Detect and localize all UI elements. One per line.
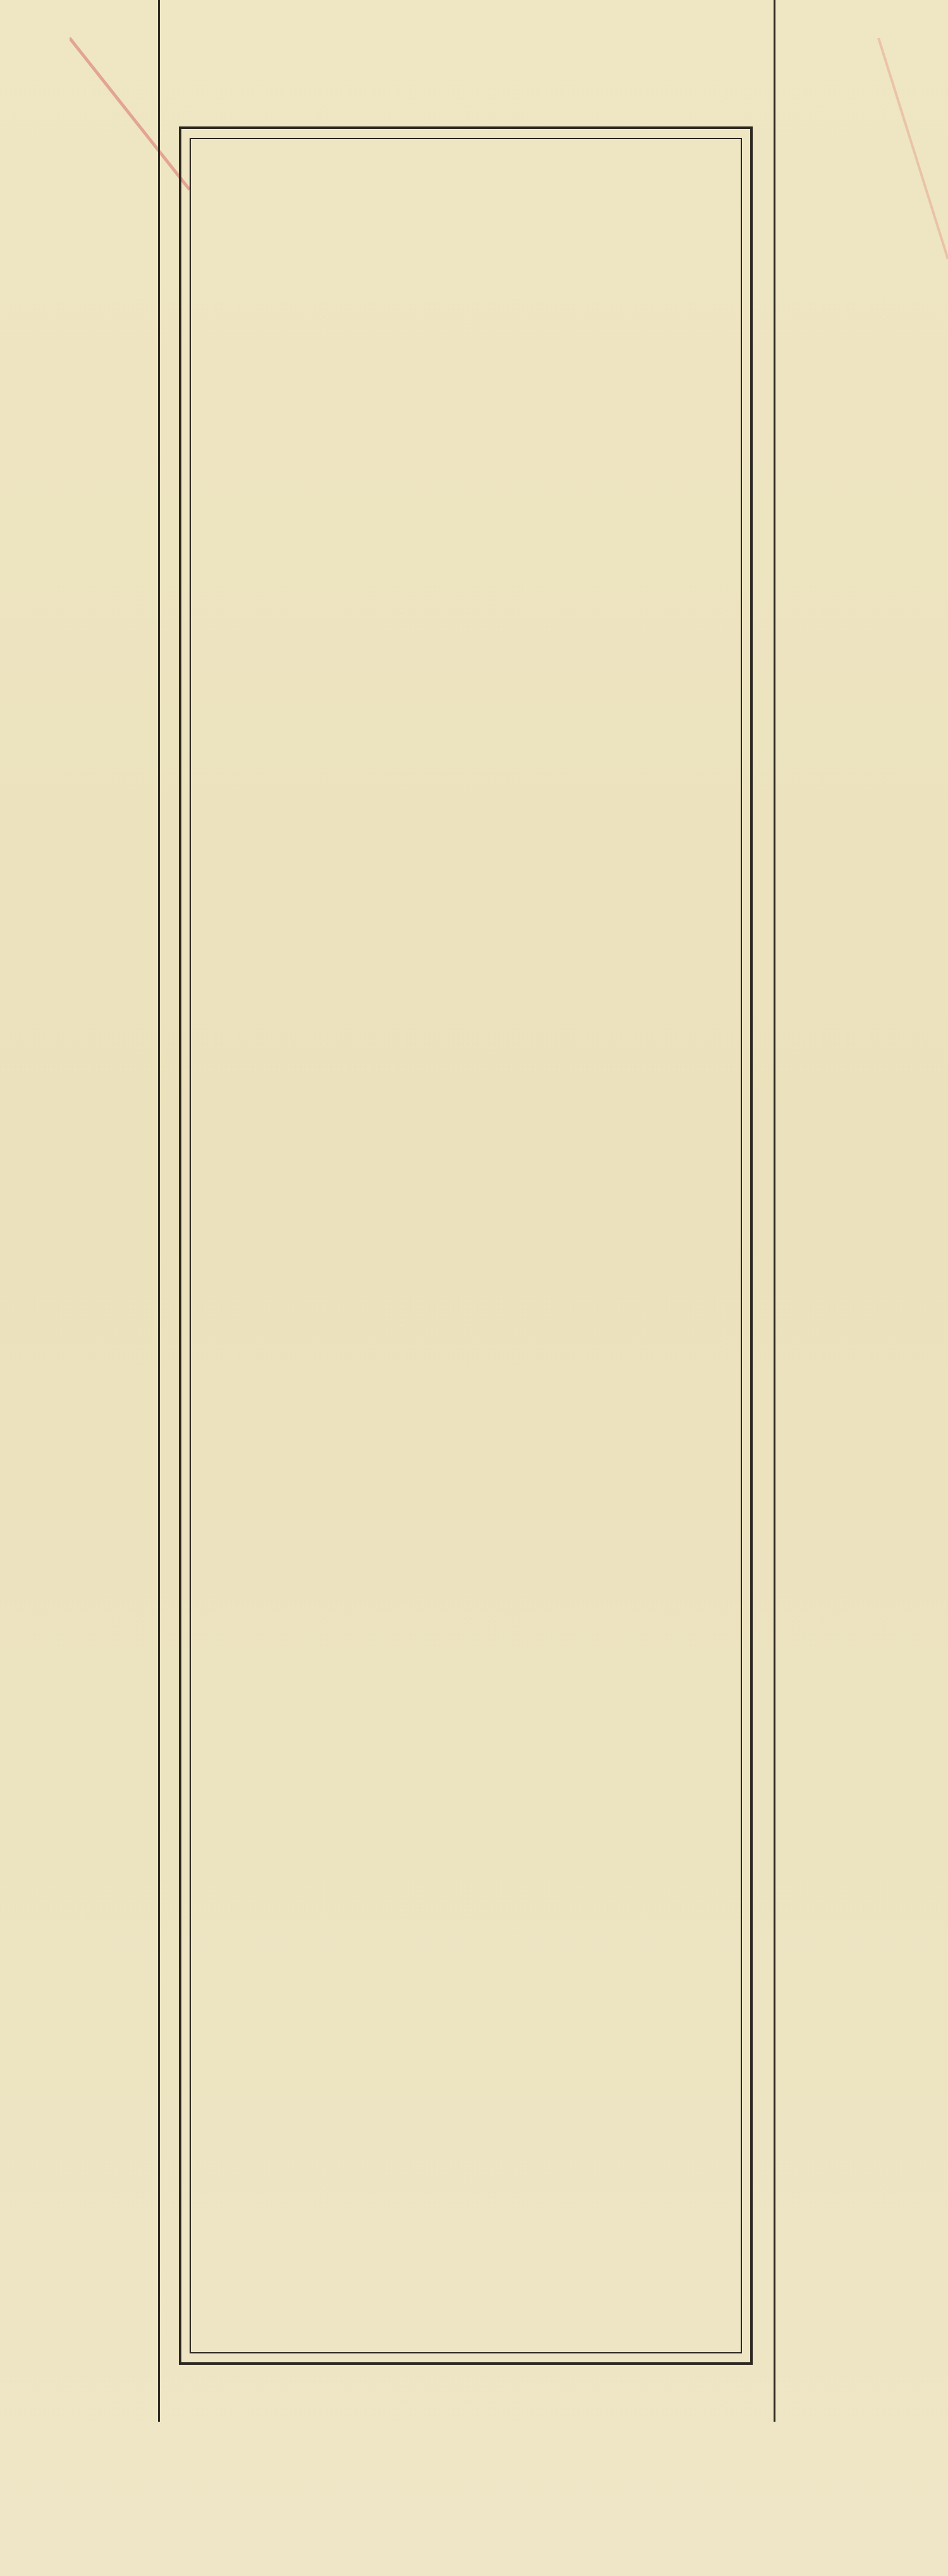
column-rule-right (774, 0, 775, 2422)
column-rule-left (158, 0, 160, 2422)
top-text-fragment (185, 0, 772, 73)
article-box-inner-frame (190, 138, 742, 2353)
left-column-fragment (0, 30, 147, 2155)
right-column-fragment (782, 0, 948, 2422)
